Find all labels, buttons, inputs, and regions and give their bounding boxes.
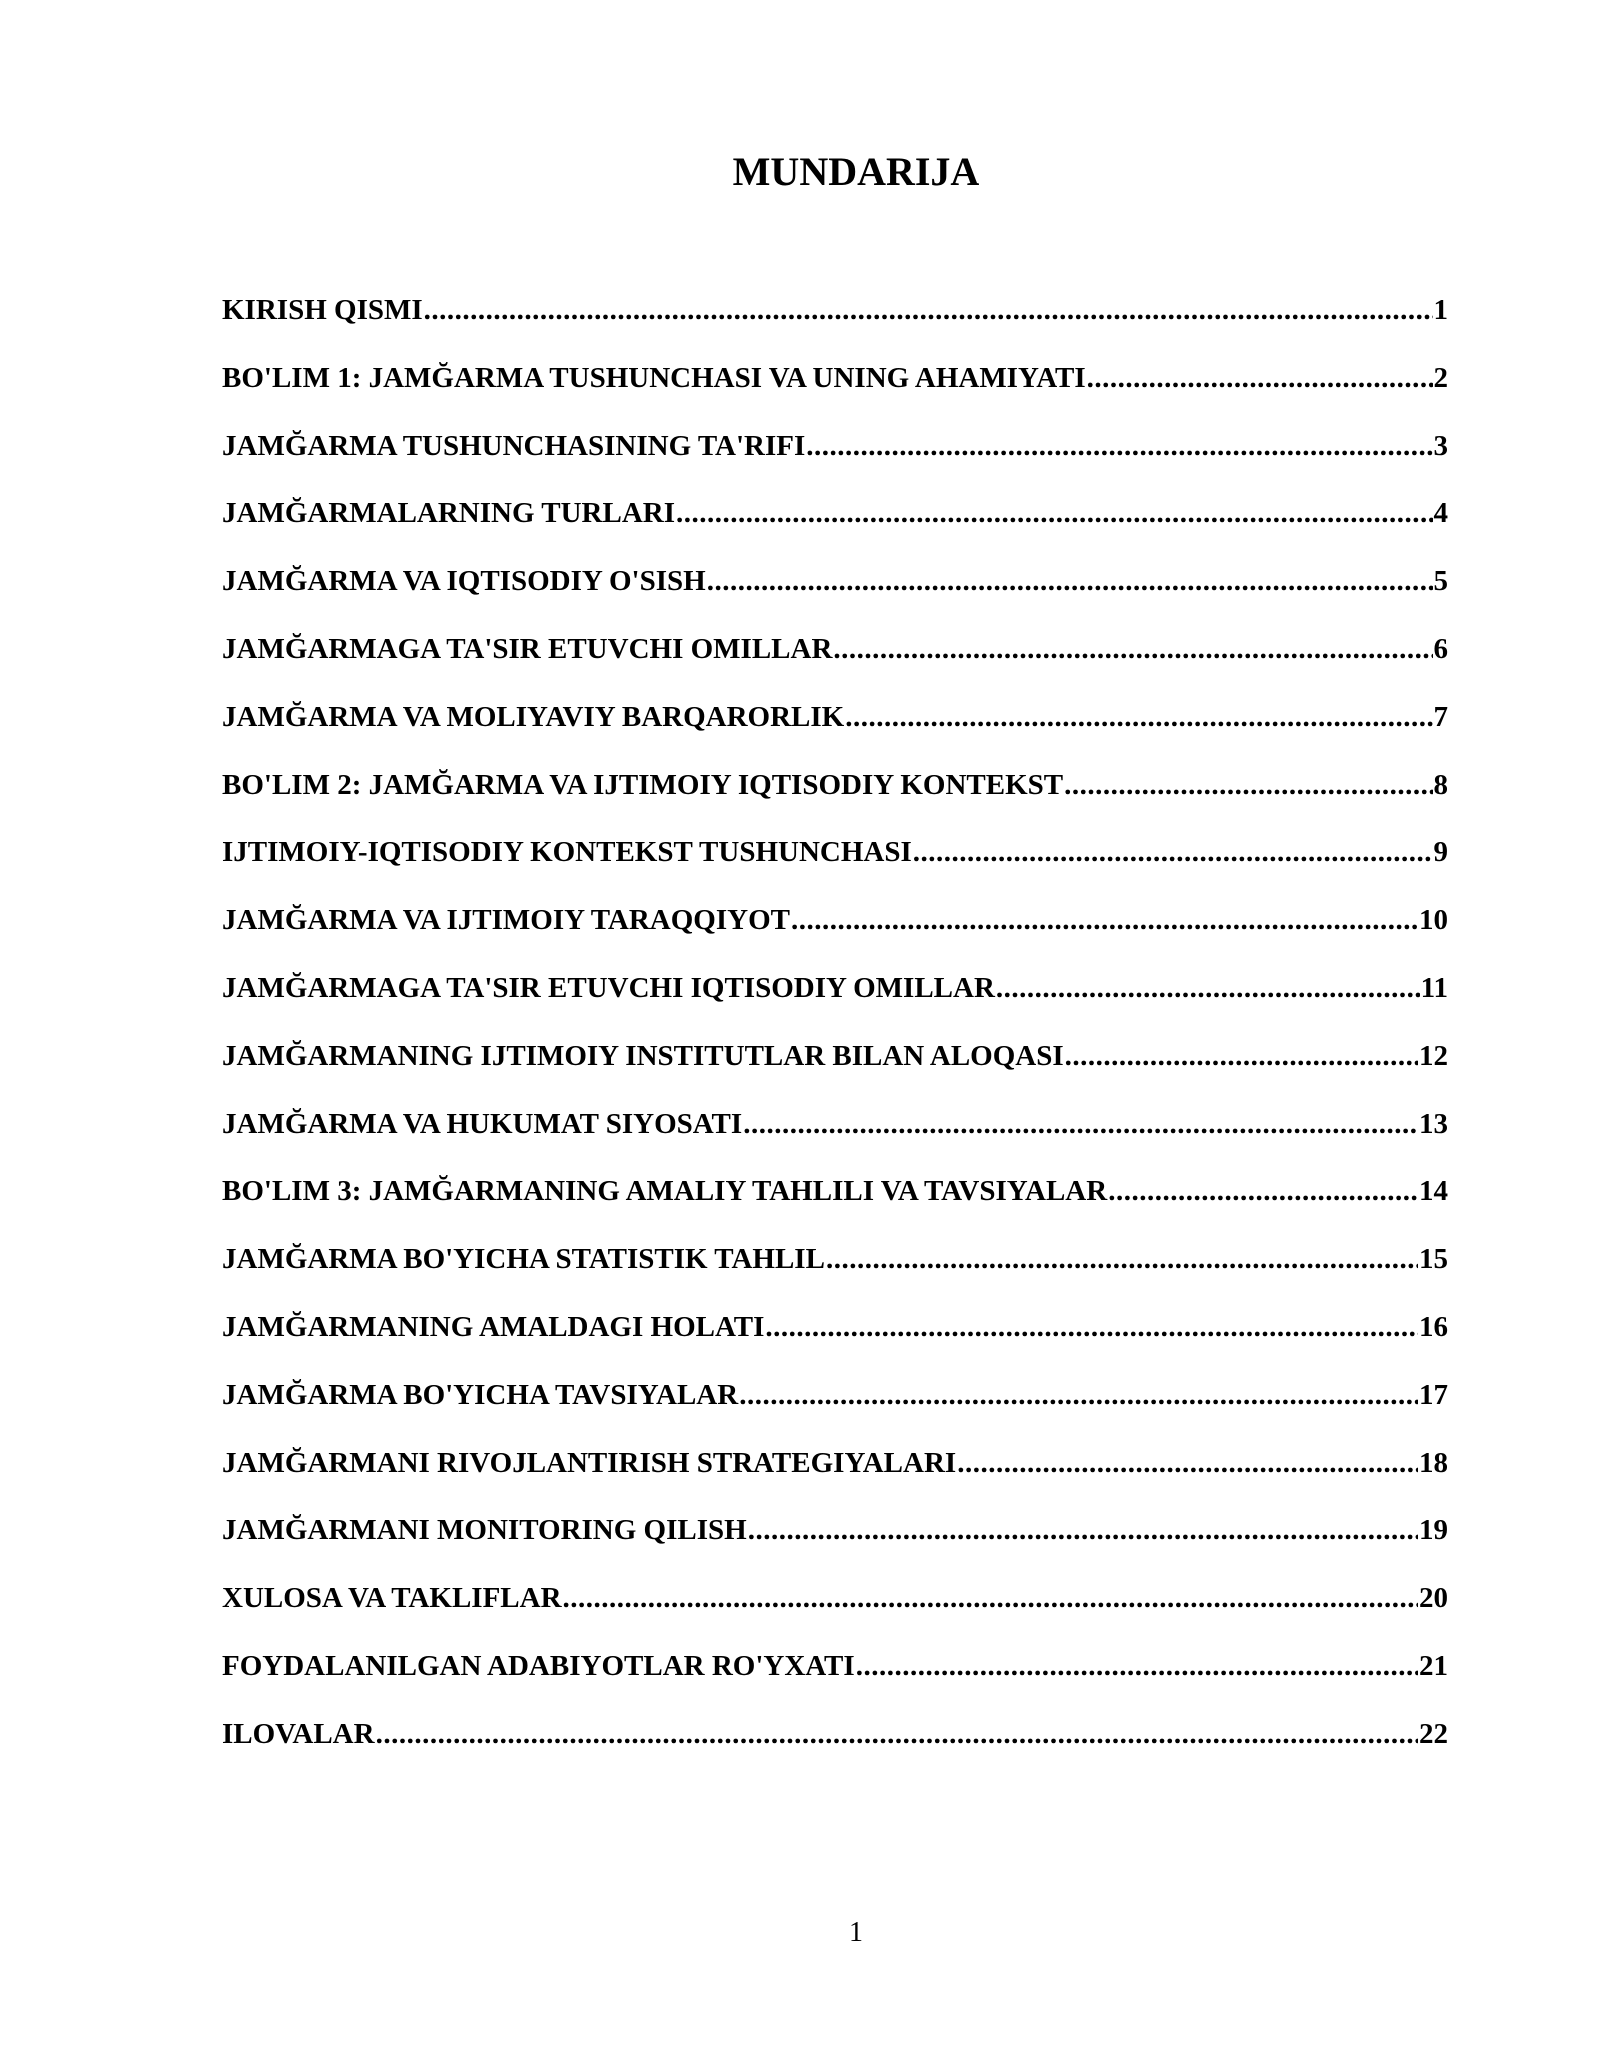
toc-entry-page: 3 [1433,429,1448,462]
toc-entry-label: JAMĞARMA BO'YICHA TAVSIYALAR [222,1378,739,1411]
toc-entry-label: XULOSA VA TAKLIFLAR [222,1582,562,1615]
toc-dot-leader [748,1510,1418,1550]
toc-entry[interactable] [222,1307,1448,1375]
toc-dot-leader [833,629,1432,669]
toc-entry[interactable] [222,1714,1448,1782]
toc-entry[interactable] [222,426,1448,494]
toc-dot-leader [765,1307,1418,1347]
toc-entry[interactable] [222,1578,1448,1646]
toc-entry-label: JAMĞARMANING AMALDAGI HOLATI [222,1310,765,1343]
page-number: 1 [849,1917,863,1948]
toc-entry-label: ILOVALAR [222,1717,375,1750]
toc-entry-page: 8 [1433,768,1448,801]
toc-dot-leader [913,832,1433,872]
toc-dot-leader [1065,1036,1418,1076]
toc-dot-leader [957,1443,1418,1483]
toc-entry[interactable] [222,629,1448,697]
toc-entry[interactable] [222,832,1448,900]
toc-entry-page: 6 [1433,632,1448,665]
page-title: MUNDARIJA [732,149,980,194]
toc-entry[interactable] [222,493,1448,561]
toc-dot-leader [743,1104,1418,1144]
toc-entry-page: 9 [1433,836,1448,869]
toc-entry[interactable] [222,290,1448,358]
toc-entry-page: 19 [1419,1514,1448,1547]
toc-entry-page: 11 [1420,971,1448,1004]
toc-entry-label: JAMĞARMA VA IJTIMOIY TARAQQIYOT [222,904,790,937]
toc-dot-leader [739,1375,1418,1415]
toc-entry[interactable] [222,1171,1448,1239]
toc-entry-label: BO'LIM 3: JAMĞARMANING AMALIY TAHLILI VA TAVSIYALAR [222,1175,1108,1208]
toc-dot-leader [791,900,1418,940]
toc-entry[interactable] [222,561,1448,629]
toc-entry[interactable] [222,697,1448,765]
toc-entry-page: 15 [1419,1243,1448,1276]
toc-entry[interactable] [222,1375,1448,1443]
toc-dot-leader [826,1239,1418,1279]
toc-entry[interactable] [222,1239,1448,1307]
toc-entry-page: 22 [1419,1717,1448,1750]
toc-entry-page: 21 [1419,1649,1448,1682]
toc-entry-label: BO'LIM 2: JAMĞARMA VA IJTIMOIY IQTISODIY KONTEKST [222,768,1064,801]
toc-entry-page: 18 [1419,1446,1448,1479]
toc-entry-page: 2 [1433,361,1448,394]
toc-entry[interactable] [222,1104,1448,1172]
toc-dot-leader [845,697,1432,737]
toc-entry-page: 14 [1419,1175,1448,1208]
toc-entry[interactable] [222,765,1448,833]
toc-dot-leader [563,1578,1418,1618]
toc-entry-label: JAMĞARMA TUSHUNCHASINING TA'RIFI [222,429,806,462]
toc-entry-page: 16 [1419,1310,1448,1343]
toc-entry[interactable] [222,1443,1448,1511]
toc-entry[interactable] [222,358,1448,426]
toc-entry-label: JAMĞARMA VA IQTISODIY O'SISH [222,565,706,598]
toc-entry-label: JAMĞARMA VA HUKUMAT SIYOSATI [222,1107,743,1140]
toc-dot-leader [1087,358,1433,398]
toc-entry-page: 7 [1433,700,1448,733]
toc-dot-leader [376,1714,1418,1754]
toc-entry-page: 12 [1419,1039,1448,1072]
toc-dot-leader [1064,765,1432,805]
table-of-contents [222,290,1448,1782]
toc-entry-label: JAMĞARMA BO'YICHA STATISTIK TAHLIL [222,1243,825,1276]
toc-entry-label: JAMĞARMAGA TA'SIR ETUVCHI OMILLAR [222,632,833,665]
toc-entry-label: JAMĞARMAGA TA'SIR ETUVCHI IQTISODIY OMILLAR [222,971,995,1004]
toc-entry[interactable] [222,1036,1448,1104]
toc-entry-label: JAMĞARMANI RIVOJLANTIRISH STRATEGIYALARI [222,1446,957,1479]
toc-dot-leader [707,561,1433,601]
toc-entry[interactable] [222,1510,1448,1578]
toc-entry-page: 5 [1433,565,1448,598]
toc-entry-label: KIRISH QISMI [222,294,423,326]
toc-entry-label: IJTIMOIY-IQTISODIY KONTEKST TUSHUNCHASI [222,836,912,869]
toc-entry-page: 4 [1433,497,1448,530]
toc-dot-leader [676,493,1433,533]
toc-entry-label: JAMĞARMA VA MOLIYAVIY BARQARORLIK [222,700,845,733]
toc-dot-leader [424,290,1433,330]
toc-entry[interactable] [222,900,1448,968]
toc-entry-label: JAMĞARMALARNING TURLARI [222,497,675,530]
toc-entry-page: 20 [1419,1582,1448,1615]
toc-dot-leader [806,426,1432,466]
toc-dot-leader [856,1646,1418,1686]
toc-entry-page: 1 [1433,294,1448,326]
toc-entry[interactable] [222,1646,1448,1714]
toc-entry-page: 10 [1419,904,1448,937]
toc-entry-label: JAMĞARMANING IJTIMOIY INSTITUTLAR BILAN ALOQASI [222,1039,1064,1072]
toc-entry-label: BO'LIM 1: JAMĞARMA TUSHUNCHASI VA UNING AHAMIYATI [222,361,1086,394]
toc-entry-page: 17 [1419,1378,1448,1411]
toc-dot-leader [1108,1171,1418,1211]
toc-entry-label: JAMĞARMANI MONITORING QILISH [222,1514,747,1547]
toc-entry-page: 13 [1419,1107,1448,1140]
toc-dot-leader [996,968,1420,1008]
toc-entry-label: FOYDALANILGAN ADABIYOTLAR RO'YXATI [222,1649,855,1682]
toc-entry[interactable] [222,968,1448,1036]
